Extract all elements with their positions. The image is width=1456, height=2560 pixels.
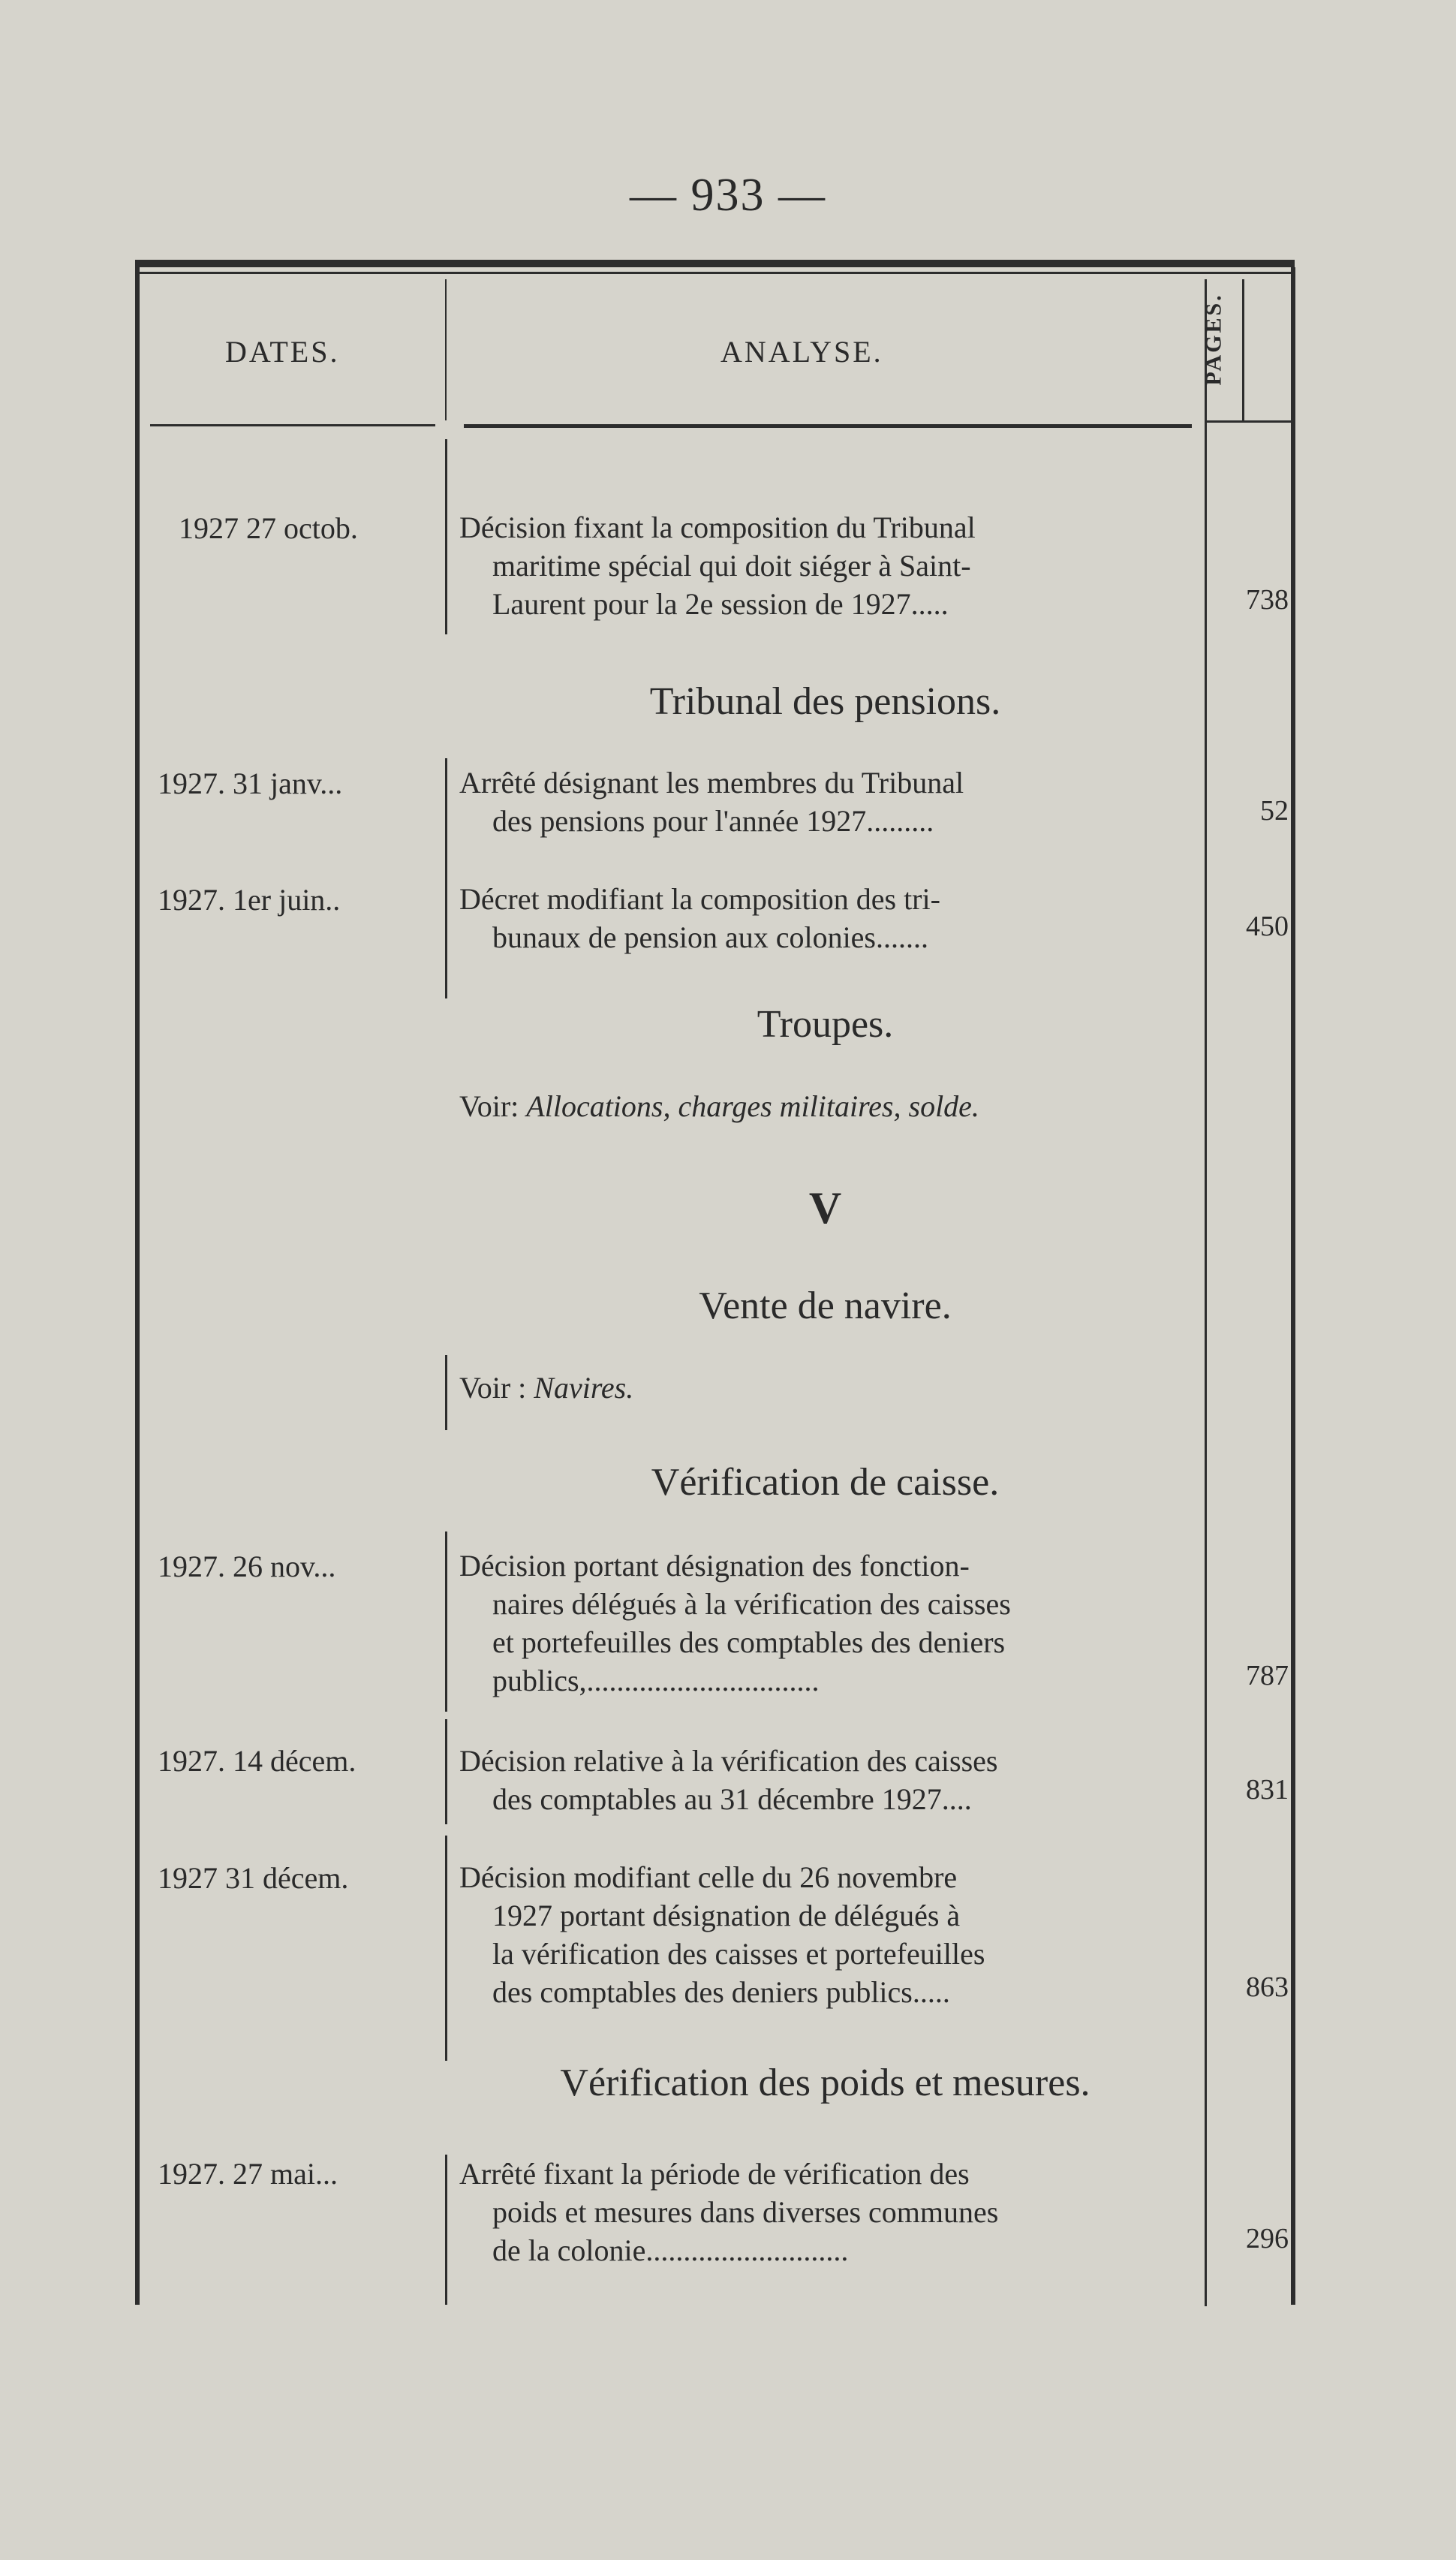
entry-line: Décision portant désignation des fonction- <box>459 1549 970 1583</box>
analyse-header-underline <box>464 424 1192 428</box>
dates-analyse-divider-top <box>445 279 447 420</box>
entry-line: 1927 portant désignation de délégués à <box>492 1899 961 1932</box>
entry-line: Arrêté désignant les membres du Tribunal <box>459 766 964 800</box>
entry-date: 1927. 1er juin.. <box>158 883 341 917</box>
entry-page: 863 <box>1246 1971 1289 2003</box>
header-pages-label: PAGES. <box>1202 293 1227 386</box>
entry-page: 831 <box>1246 1774 1289 1806</box>
see-also-prefix: Voir : <box>459 1371 527 1405</box>
section-heading: Vérification des poids et mesures. <box>560 2062 1090 2104</box>
right-border-rule <box>1291 267 1295 2305</box>
entry-page: 787 <box>1246 1660 1289 1691</box>
header-dates: DATES. <box>225 335 340 369</box>
entry-line: Décret modifiant la composition des tri- <box>459 882 940 916</box>
left-border-rule <box>135 267 140 2305</box>
entry-line: Décision relative à la vérification des caisses <box>459 1744 998 1778</box>
entry-line: des pensions pour l'année 1927......... <box>492 804 934 838</box>
letter-heading: V <box>808 1183 842 1233</box>
entry-date: 1927. 31 janv... <box>158 766 343 800</box>
entry-line: naires délégués à la vérification des caisses <box>492 1587 1011 1621</box>
section-heading: Tribunal des pensions. <box>649 680 1001 723</box>
section-heading: Troupes. <box>757 1003 894 1046</box>
pages-header-underline <box>1207 420 1291 423</box>
entry-line: des comptables au 31 décembre 1927.... <box>492 1782 972 1816</box>
entry-text <box>459 880 1191 956</box>
entry-line: Décision fixant la composition du Tribunal <box>459 510 976 544</box>
entry-line: Décision modifiant celle du 26 novembre <box>459 1860 958 1894</box>
entry-text <box>459 763 1191 840</box>
entry-page: 52 <box>1260 795 1289 827</box>
top-thin-rule <box>135 272 1295 274</box>
entry-line: poids et mesures dans diverses communes <box>492 2195 999 2229</box>
see-also-references: Allocations, charges militaires, solde. <box>526 1089 979 1123</box>
section-heading: Vérification de caisse. <box>651 1461 1000 1504</box>
see-also-line <box>459 1089 1191 1124</box>
entry-line: bunaux de pension aux colonies....... <box>492 920 928 954</box>
top-thick-rule <box>135 260 1295 267</box>
entry-line: et portefeuilles des comptables des deniers <box>492 1625 1006 1659</box>
see-also-line <box>459 1370 1191 1405</box>
entry-page: 296 <box>1246 2223 1289 2254</box>
entry-date: 1927. 27 mai... <box>158 2157 338 2191</box>
entry-line: la vérification des caisses et portefeuilles <box>492 1937 985 1971</box>
entry-page: 738 <box>1246 584 1289 616</box>
entry-page: 450 <box>1246 911 1289 942</box>
analyse-pages-divider <box>1205 279 1207 2306</box>
entry-line: maritime spécial qui doit siéger à Saint- <box>492 549 971 583</box>
page-number: — 933 — <box>630 170 826 221</box>
entry-date: 1927. 26 nov... <box>158 1550 336 1583</box>
entry-text <box>459 1742 1191 1818</box>
see-also-prefix: Voir: <box>459 1089 519 1123</box>
entry-text <box>459 1547 1191 1700</box>
entry-date: 1927 27 octob. <box>179 511 358 545</box>
section-heading: Vente de navire. <box>699 1285 952 1327</box>
entry-date: 1927 31 décem. <box>158 1861 349 1895</box>
entry-line: Arrêté fixant la période de vérification des <box>459 2157 970 2191</box>
pages-column-divider <box>1242 279 1244 422</box>
entry-line: des comptables des deniers publics..... <box>492 1975 950 2009</box>
entry-text <box>459 2155 1191 2269</box>
entry-line: de la colonie........................... <box>492 2233 849 2267</box>
entry-date: 1927. 14 décem. <box>158 1744 356 1778</box>
entry-text <box>459 1858 1191 2011</box>
entry-line: Laurent pour la 2e session de 1927..... <box>492 587 949 621</box>
see-also-references: Navires. <box>534 1371 634 1405</box>
header-pages <box>1192 279 1237 399</box>
dates-header-underline <box>150 424 435 426</box>
entry-line: publics,............................... <box>492 1664 820 1697</box>
header-analyse: ANALYSE. <box>720 335 883 369</box>
entry-text <box>459 508 1191 623</box>
dates-column-divider-4 <box>445 1355 447 1430</box>
